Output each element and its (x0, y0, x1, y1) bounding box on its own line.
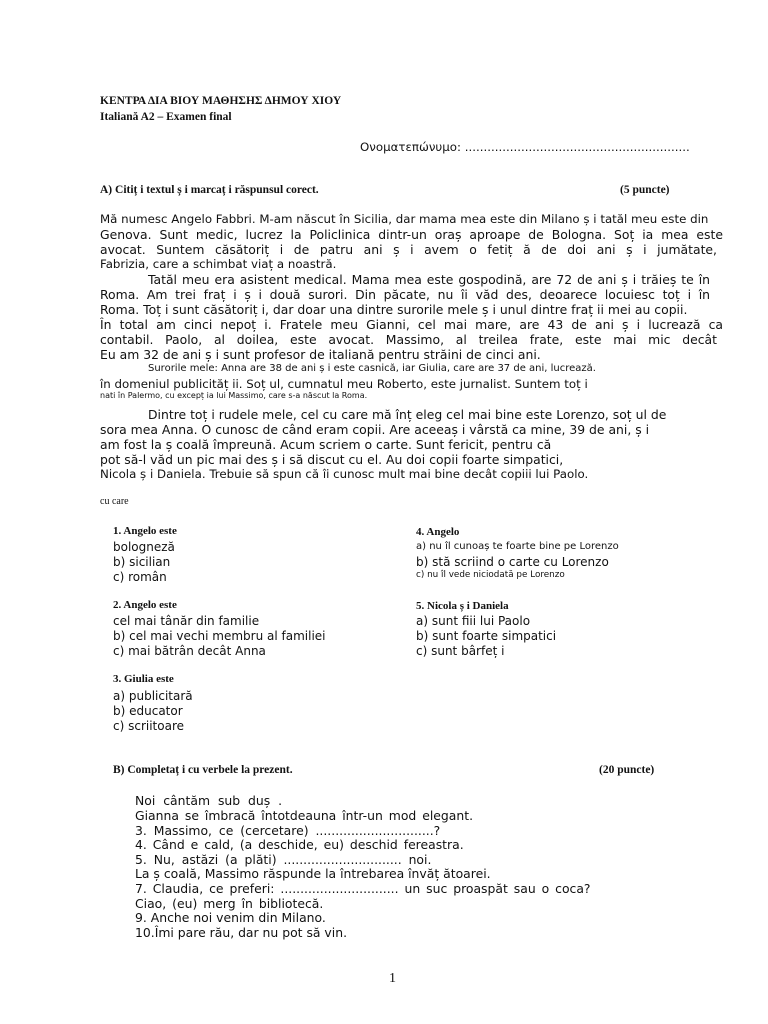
exercise-line: Noi cântăm sub duș . (135, 793, 283, 808)
exercise-line: 4. Când e cald, (a deschide, eu) deschid fereastra. (135, 837, 464, 852)
exercise-line: 3. Massimo, ce (cercetare) ..............................? (135, 823, 441, 838)
text-line: Roma. Am trei fraț i ș i două surori. Din păcate, nu îi văd des, deoarece locuiesc toț i în (100, 287, 710, 302)
question-title: 1. Angelo este (113, 525, 177, 537)
text-line: am fost la ș coală împreună. Acum scriem o carte. Sunt fericit, pentru că (100, 437, 552, 452)
option: bologneză (113, 540, 175, 554)
option: b) stă scriind o carte cu Lorenzo (416, 555, 609, 569)
exercise-line: 10.Îmi pare rău, dar nu pot să vin. (135, 925, 348, 940)
option: c) scriitoare (113, 719, 184, 733)
option: a) publicitară (113, 689, 193, 703)
page-number: 1 (389, 971, 396, 986)
question-title: 4. Angelo (416, 526, 460, 538)
exercise-line: Gianna se îmbracă întotdeauna într-un mod elegant. (135, 808, 474, 823)
option: b) sunt foarte simpatici (416, 629, 557, 643)
section-a-points: (5 puncte) (620, 184, 670, 196)
text-line: Mă numesc Angelo Fabbri. M-am născut în Sicilia, dar mama mea este din Milano ș i tatăl meu este din (100, 212, 709, 226)
option: a) nu îl cunoaș te foarte bine pe Lorenzo (416, 541, 619, 552)
text-line: Roma. Toț i sunt căsătoriț i, dar doar una dintre surorile mele ș i unul dintre fraț ii mei au copii. (100, 302, 688, 317)
footnote: cu care (100, 496, 129, 507)
text-line: Surorile mele: Anna are 38 de ani ș i este casnică, iar Giulia, care are 37 de ani, lucrează. (148, 363, 596, 374)
option: c) mai bătrân decât Anna (113, 644, 266, 658)
option: a) sunt fiii lui Paolo (416, 614, 531, 628)
option: c) sunt bârfeț i (416, 644, 505, 658)
exercise-line: 9. Anche noi venim din Milano. (135, 910, 326, 925)
text-line: nati în Palermo, cu excepț ia lui Massimo, care s-a născut la Roma. (100, 391, 368, 400)
question-title: 5. Nicola ș i Daniela (416, 600, 509, 612)
exercise-line: La ș coală, Massimo răspunde la întrebarea învăț ătoarei. (135, 866, 491, 881)
option: b) educator (113, 704, 183, 718)
text-line: avocat. Suntem căsătoriț i de patru ani ș i avem o fetiț ă de doi ani ș i jumătate, (100, 242, 717, 257)
text-line: pot să-l văd un pic mai des ș i să discut cu el. Au doi copii foarte simpatici, (100, 452, 564, 467)
option: b) sicilian (113, 555, 171, 569)
text-line: contabil. Paolo, al doilea, este avocat. Massimo, al treilea frate, este mai mic decât (100, 332, 717, 347)
text-line: în domeniul publicităț ii. Soț ul, cumnatul meu Roberto, este jurnalist. Suntem toț i (100, 377, 588, 391)
exercise-line: 7. Claudia, ce preferi: .............................. un suc proaspăt sau o coca? (135, 881, 591, 896)
text-line: Tatăl meu era asistent medical. Mama mea este gospodină, are 72 de ani ș i trăieș te în (148, 272, 710, 287)
exercise-line: 5. Nu, astăzi (a plăti) .............................. noi. (135, 852, 432, 867)
option: c) român (113, 570, 167, 584)
section-a-title: A) Citiț i textul ș i marcaț i răspunsul corect. (100, 184, 319, 196)
exercise-line: Ciao, (eu) merg în bibliotecă. (135, 896, 324, 911)
question-title: 2. Angelo este (113, 599, 177, 611)
text-line: Dintre toț i rudele mele, cel cu care mă înț eleg cel mai bine este Lorenzo, soț ul de (148, 407, 667, 422)
institution-heading: ΚΕΝΤΡΑ ΔΙΑ ΒΙΟΥ ΜΑΘΗΣΗΣ ΔΗΜΟΥ ΧΙΟΥ (100, 95, 342, 107)
text-line: sora mea Anna. O cunosc de când eram copii. Are aceeaș i vârstă ca mine, 39 de ani, ș i (100, 422, 650, 437)
option: c) nu îl vede niciodată pe Lorenzo (416, 570, 565, 580)
exam-title: Italiană A2 – Examen final (100, 111, 232, 123)
name-field: Ονοματεπώνυμο: ............................................................ (360, 140, 690, 154)
question-title: 3. Giulia este (113, 673, 174, 685)
text-line: Genova. Sunt medic, lucrez la Policlinica dintr-un oraș aproape de Bologna. Soț ia mea este (100, 227, 723, 242)
section-b-points: (20 puncte) (599, 764, 655, 776)
option: b) cel mai vechi membru al familiei (113, 629, 326, 643)
text-line: În total am cinci nepoț i. Fratele meu Gianni, cel mai mare, are 43 de ani ș i lucrează ca (100, 317, 723, 332)
section-b-title: B) Completaț i cu verbele la prezent. (113, 764, 293, 776)
text-line: Eu am 32 de ani ș i sunt profesor de italiană pentru străini de cinci ani. (100, 347, 541, 362)
text-line: Fabrizia, care a schimbat viaț a noastră. (100, 257, 337, 271)
option: cel mai tânăr din familie (113, 614, 260, 628)
text-line: Nicola ș i Daniela. Trebuie să spun că îi cunosc mult mai bine decât copiii lui Paolo. (100, 467, 589, 481)
